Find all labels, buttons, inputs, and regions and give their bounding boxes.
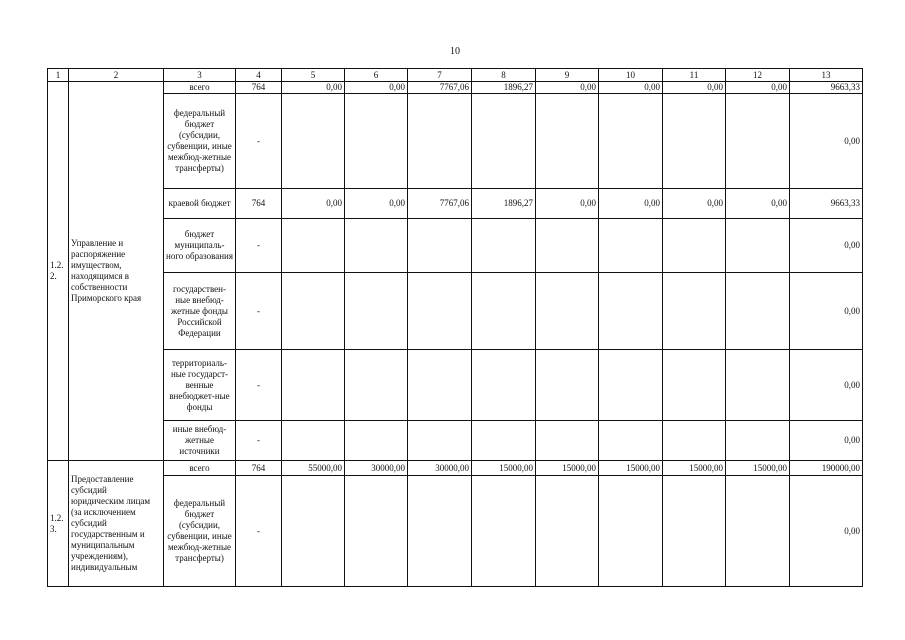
value-cell: 0,00 [726, 189, 790, 219]
column-header: 12 [726, 69, 790, 82]
funding-source: бюджет муниципаль-ного образования [164, 219, 236, 273]
grbs-code: - [236, 273, 282, 350]
table-row [48, 350, 863, 421]
value-cell: 1896,27 [472, 82, 536, 94]
table-row [48, 219, 863, 273]
value-cell [726, 219, 790, 273]
value-cell [726, 350, 790, 421]
column-header: 7 [408, 69, 472, 82]
value-cell [599, 421, 663, 461]
value-cell [345, 421, 408, 461]
value-cell: 55000,00 [282, 461, 345, 476]
value-cell [282, 273, 345, 350]
value-cell [282, 94, 345, 189]
table-row [48, 189, 863, 219]
value-cell [599, 350, 663, 421]
column-header: 13 [790, 69, 863, 82]
value-cell: 7767,06 [408, 82, 472, 94]
value-cell: 9663,33 [790, 82, 863, 94]
value-cell [726, 94, 790, 189]
table-row [48, 461, 863, 476]
value-cell [536, 476, 599, 587]
value-cell: 7767,06 [408, 189, 472, 219]
grbs-code: - [236, 219, 282, 273]
value-cell [663, 421, 726, 461]
value-cell: 0,00 [790, 219, 863, 273]
value-cell: 15000,00 [726, 461, 790, 476]
value-cell: 0,00 [282, 189, 345, 219]
value-cell: 0,00 [345, 82, 408, 94]
value-cell [663, 273, 726, 350]
value-cell [345, 476, 408, 587]
grbs-code: 764 [236, 82, 282, 94]
table-row [48, 476, 863, 587]
value-cell [472, 94, 536, 189]
page-number: 10 [450, 46, 460, 57]
value-cell [282, 476, 345, 587]
value-cell: 0,00 [599, 189, 663, 219]
value-cell: 0,00 [790, 273, 863, 350]
value-cell [599, 273, 663, 350]
table-row [48, 273, 863, 350]
grbs-code: 764 [236, 189, 282, 219]
value-cell [472, 421, 536, 461]
value-cell: 0,00 [536, 189, 599, 219]
value-cell [599, 476, 663, 587]
funding-source: краевой бюджет [164, 189, 236, 219]
value-cell [536, 219, 599, 273]
funding-source: всего [164, 82, 236, 94]
funding-source: иные внебюд-жетные источники [164, 421, 236, 461]
value-cell [345, 94, 408, 189]
item-name: Предоставление субсидий юридическим лицам (за исключением субсидий государственным и муниципальным учреждениям), индивидуальным [69, 461, 164, 587]
funding-source: государствен-ные внебюд-жетные фонды Российской Федерации [164, 273, 236, 350]
value-cell [408, 94, 472, 189]
column-header: 2 [69, 69, 164, 82]
value-cell: 0,00 [663, 189, 726, 219]
grbs-code: - [236, 94, 282, 189]
value-cell [345, 350, 408, 421]
value-cell [663, 350, 726, 421]
column-header: 6 [345, 69, 408, 82]
value-cell [599, 219, 663, 273]
value-cell: 0,00 [790, 476, 863, 587]
value-cell [408, 273, 472, 350]
value-cell [408, 421, 472, 461]
value-cell [472, 476, 536, 587]
value-cell: 15000,00 [663, 461, 726, 476]
value-cell: 1896,27 [472, 189, 536, 219]
value-cell [536, 350, 599, 421]
value-cell [282, 421, 345, 461]
value-cell: 0,00 [726, 82, 790, 94]
value-cell: 0,00 [282, 82, 345, 94]
value-cell [472, 219, 536, 273]
budget-table [47, 68, 863, 587]
value-cell [282, 219, 345, 273]
item-index: 1.2. 3. [48, 461, 69, 587]
value-cell [726, 476, 790, 587]
value-cell [726, 273, 790, 350]
column-header: 10 [599, 69, 663, 82]
funding-source: федеральный бюджет (субсидии, субвенции, иные межбюд-жетные трансферты) [164, 94, 236, 189]
value-cell: 190000,00 [790, 461, 863, 476]
value-cell [282, 350, 345, 421]
value-cell [408, 219, 472, 273]
value-cell [536, 94, 599, 189]
value-cell: 0,00 [790, 350, 863, 421]
value-cell [345, 219, 408, 273]
value-cell: 30000,00 [345, 461, 408, 476]
column-header: 11 [663, 69, 726, 82]
value-cell: 0,00 [599, 82, 663, 94]
value-cell [536, 421, 599, 461]
value-cell: 30000,00 [408, 461, 472, 476]
value-cell [599, 94, 663, 189]
column-header: 9 [536, 69, 599, 82]
column-header: 8 [472, 69, 536, 82]
funding-source: федеральный бюджет (субсидии, субвенции, иные межбюд-жетные трансферты) [164, 476, 236, 587]
value-cell: 0,00 [345, 189, 408, 219]
grbs-code: 764 [236, 461, 282, 476]
item-name: Управление и распоряжение имуществом, находящимся в собственности Приморского края [69, 82, 164, 461]
value-cell: 0,00 [790, 421, 863, 461]
grbs-code: - [236, 421, 282, 461]
column-number-row [48, 69, 863, 82]
column-header: 3 [164, 69, 236, 82]
grbs-code: - [236, 476, 282, 587]
grbs-code: - [236, 350, 282, 421]
column-header: 1 [48, 69, 69, 82]
value-cell [408, 476, 472, 587]
value-cell [536, 273, 599, 350]
table-row [48, 94, 863, 189]
value-cell: 15000,00 [472, 461, 536, 476]
value-cell [663, 476, 726, 587]
value-cell [663, 94, 726, 189]
value-cell: 0,00 [790, 94, 863, 189]
value-cell: 0,00 [663, 82, 726, 94]
value-cell [472, 273, 536, 350]
item-index: 1.2. 2. [48, 82, 69, 461]
column-header: 4 [236, 69, 282, 82]
value-cell [408, 350, 472, 421]
value-cell: 9663,33 [790, 189, 863, 219]
value-cell: 15000,00 [599, 461, 663, 476]
column-header: 5 [282, 69, 345, 82]
value-cell [726, 421, 790, 461]
table-row [48, 82, 863, 94]
value-cell: 15000,00 [536, 461, 599, 476]
value-cell [663, 219, 726, 273]
table-row [48, 421, 863, 461]
value-cell: 0,00 [536, 82, 599, 94]
funding-source: всего [164, 461, 236, 476]
value-cell [472, 350, 536, 421]
funding-source: территориаль-ные государст-венные внебюджет-ные фонды [164, 350, 236, 421]
value-cell [345, 273, 408, 350]
